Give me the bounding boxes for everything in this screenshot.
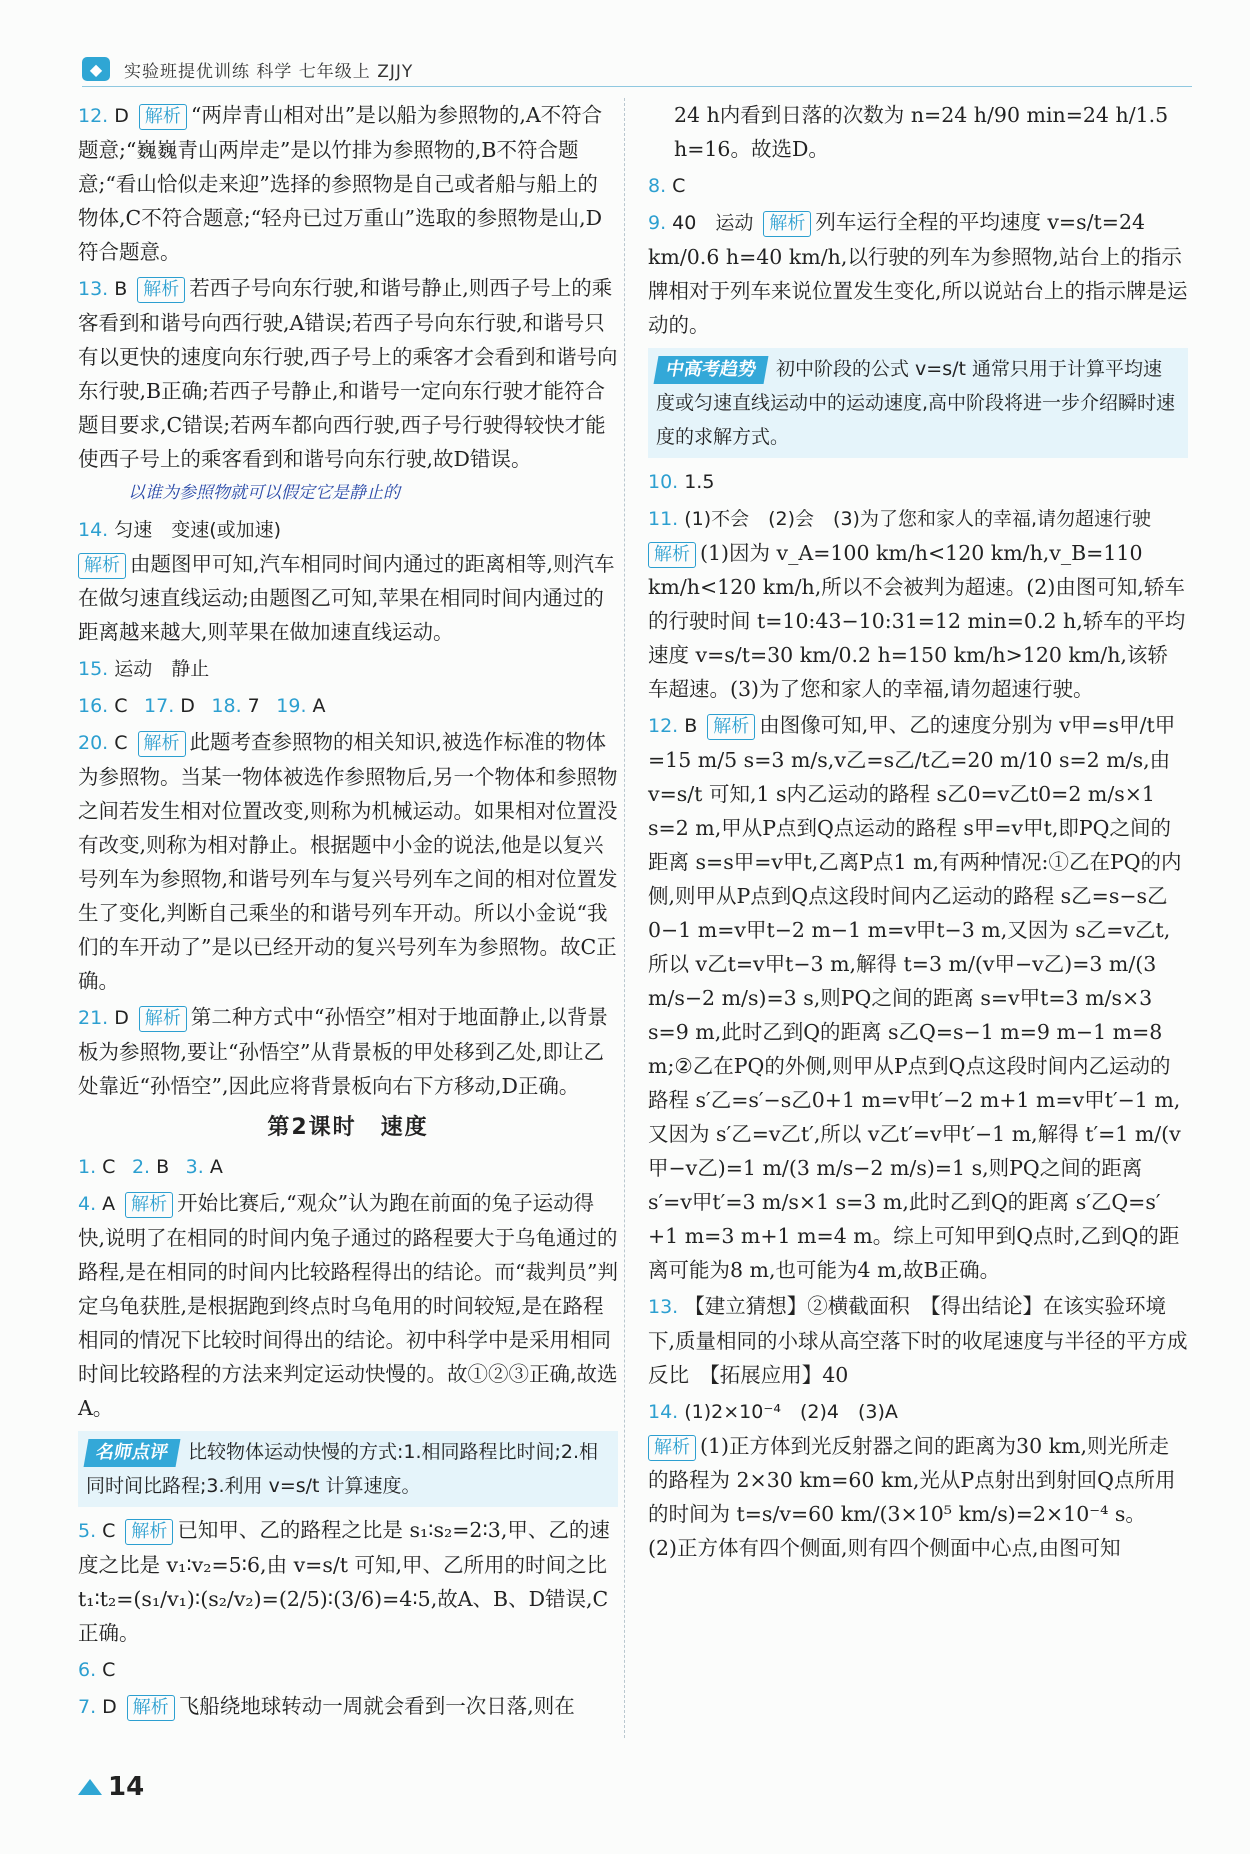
left-column: [78, 98, 618, 1726]
teacher-comment-label: 名师点评: [84, 1439, 181, 1467]
analysis-tag: 解析: [78, 553, 126, 579]
answer-item-6: 6. C: [78, 1659, 116, 1681]
analysis-tag: 解析: [648, 1435, 696, 1461]
column-divider: [624, 98, 625, 1738]
answer-item-13-right: 13. 【建立猜想】②横截面积 【得出结论】在该实验环境下,质量相同的小球从高空落下时的收尾速度与半径的平方成反比 【拓展应用】40: [648, 1294, 1188, 1387]
analysis-tag: 解析: [139, 1006, 187, 1032]
answer-item-14-right: 14. (1)2×10⁻⁴ (2)4 (3)A 解析 (1)正方体到光反射器之间的距离为30 km,则光所走的路程为 2×30 km=60 km,光从P点射出到射回Q点所用的时间为 t=s/v=60 km/(3×10⁵ km/s)=2×10⁻⁴ s。 (2)正方体有四个侧面,则有四个侧面中心点,由图可知: [648, 1401, 1176, 1560]
page-header: [82, 52, 1192, 87]
section-title: 第2课时 速度: [267, 1115, 429, 1140]
right-column: [648, 98, 1188, 1567]
header-title: 实验班提优训练 科学 七年级上 ZJJY: [124, 61, 414, 82]
answer-item-21: 21. D 解析 第二种方式中“孙悟空”相对于地面静止,以背景板为参照物,要让“孙悟空”从背景板的甲处移到乙处,即让乙处靠近“孙悟空”,因此应将背景板向右下方移动,D正确。: [78, 1005, 608, 1098]
answer-item-13: 13. B 解析 若西子号向东行驶,和谐号静止,则西子号上的乘客看到和谐号向西行驶,A错误;若西子号向东行驶,和谐号只有以更快的速度向东行驶,西子号上的乘客才会看到和谐号向东行驶,B正确;若西子号静止,和谐号一定向东行驶才能符合题目要求,C错误;若两车都向西行驶,西子号行驶得较快才能使西子号上的乘客看到和谐号向东行驶,故D错误。 以谁为参照物就可以假定它是静止的: [78, 271, 618, 510]
analysis-tag: 解析: [125, 1192, 173, 1218]
page-arrow-icon: [78, 1779, 102, 1795]
answer-item-12: 12. D 解析 “两岸青山相对出”是以船为参照物的,A不符合题意;“巍巍青山两岸走”是以竹排为参照物的,B不符合题意;“看山恰似走来迎”选择的参照物是自己或者船与船上的物体,C不符合题意;“轻舟已过万重山”选取的参照物是山,D符合题意。: [78, 103, 603, 264]
analysis-tag: 解析: [763, 211, 811, 237]
answer-item-7: 7. D 解析 飞船绕地球转动一周就会看到一次日落,则在: [78, 1689, 618, 1724]
answer-item-12-right: 12. B 解析 由图像可知,甲、乙的速度分别为 v甲=s甲/t甲=15 m/5 s=3 m/s,v乙=s乙/t乙=20 m/10 s=2 m/s,由 v=s/t 可知,1 s内乙运动的路程 s乙0=v乙t0=2 m/s×1 s=2 m,甲从P点到Q点运动的路程 s甲=v甲t,即PQ之间的距离 s=s甲=v甲t,乙离P点1 m,有两种情况:①乙在PQ的内侧,则甲从P点到Q点这段时间内乙运动的路程 s乙=s−s乙0−1 m=v甲t−2 m−1 m=v甲t−3 m,又因为 s乙=v乙t,所以 v乙t=v甲t−3 m,解得 t=3 m/(v甲−v乙)=3 m/(3 m/s−2 m/s)=3 s,则PQ之间的距离 s=v甲t=3 m/s×3 s=9 m,此时乙到Q的距离 s乙Q=s−1 m=9 m−1 m=8 m;②乙在PQ的外侧,则甲从P点到Q点这段时间内乙运动的路程 s′乙=s′−s乙0+1 m=v甲t′−2 m+1 m=v甲t′−1 m,又因为 s′乙=v乙t′,所以 v乙t′=v甲t′−1 m,解得 t′=1 m/(v甲−v乙)=1 m/(3 m/s−2 m/s)=1 s,则PQ之间的距离 s′=v甲t′=3 m/s×1 s=3 m,此时乙到Q的距离 s′乙Q=s′+1 m=3 m+1 m=4 m。综上可知甲到Q点时,乙到Q的距离可能为8 m,也可能为4 m,故B正确。: [648, 713, 1182, 1282]
exam-trend-note: 中高考趋势 初中阶段的公式 v=s/t 通常只用于计算平均速度或匀速直线运动中的运动速度,高中阶段将进一步介绍瞬时速度的求解方式。: [648, 348, 1188, 458]
analysis-tag: 解析: [137, 277, 185, 303]
answer-item-8: 8. C: [648, 175, 686, 197]
analysis-tag: 解析: [127, 1695, 175, 1721]
answer-item-9: 9. 40 运动 解析 列车运行全程的平均速度 v=s/t=24 km/0.6 h=40 km/h,以行驶的列车为参照物,站台上的指示牌相对于列车来说位置发生变化,所以说站台上的指示牌是运动的。: [648, 210, 1188, 337]
answer-item-4: 4. A 解析 开始比赛后,“观众”认为跑在前面的兔子运动得快,说明了在相同的时间内兔子通过的路程要大于乌龟通过的路程,是在相同的时间内比较路程得出的结论。而“裁判员”判定乌龟获胜,是根据跑到终点时乌龟用的时间较短,是在路程相同的情况下比较时间得出的结论。初中科学中是采用相同时间比较路程的方法来判定运动快慢的。故①②③正确,故选A。: [78, 1191, 618, 1420]
analysis-tag: 解析: [139, 104, 187, 130]
answer-item-5: 5. C 解析 已知甲、乙的路程之比是 s₁∶s₂=2∶3,甲、乙的速度之比是 v₁∶v₂=5∶6,由 v=s/t 可知,甲、乙所用的时间之比 t₁∶t₂=(s₁/v₁)∶(s₂/v₂)=(2/5)∶(3/6)=4∶5,故A、B、D错误,C正确。: [78, 1518, 610, 1645]
book-logo-icon: ◆: [82, 57, 110, 81]
handwritten-note: 以谁为参照物就可以假定它是静止的: [128, 483, 400, 503]
analysis-tag: 解析: [125, 1519, 173, 1545]
answer-item-11: 11. (1)不会 (2)会 (3)为了您和家人的幸福,请勿超速行驶解析 (1)因为 v_A=100 km/h<120 km/h,v_B=110 km/h<120 km/h,所以不会被判为超速。(2)由图可知,轿车的行驶时间 t=10:43−10:31=12 min=0.2 h,轿车的平均速度 v=s/t=30 km/0.2 h=150 km/h>120 km/h,该轿车超速。(3)为了您和家人的幸福,请勿超速行驶。: [648, 508, 1186, 701]
answer-item-7-continued: 24 h内看到日落的次数为 n=24 h/90 min=24 h/1.5 h=16。故选D。: [674, 103, 1169, 161]
answer-item-10: 10. 1.5: [648, 471, 715, 493]
analysis-tag: 解析: [648, 542, 696, 568]
answer-items-16-19: 16. C 17. D 18. 7 19. A: [78, 695, 326, 717]
analysis-tag: 解析: [138, 731, 186, 757]
answer-items-1-3: 1. C 2. B 3. A: [78, 1156, 223, 1178]
analysis-tag: 解析: [707, 714, 755, 740]
answer-item-15: 15. 运动 静止: [78, 658, 210, 680]
page-number: 14: [78, 1772, 144, 1802]
teacher-comment: 名师点评 比较物体运动快慢的方式:1.相同路程比时间;2.相同时间比路程;3.利用 v=s/t 计算速度。: [78, 1431, 618, 1507]
exam-trend-label: 中高考趋势: [654, 356, 769, 384]
answer-item-20: 20. C 解析 此题考查参照物的相关知识,被选作标准的物体为参照物。当某一物体被选作参照物后,另一个物体和参照物之间若发生相对位置改变,则称为机械运动。如果相对位置没有改变,则称为相对静止。根据题中小金的说法,他是以复兴号列车为参照物,和谐号列车与复兴号列车之间的相对位置发生了变化,判断自己乘坐的和谐号列车开动。所以小金说“我们的车开动了”是以已经开动的复兴号列车为参照物。故C正确。: [78, 730, 618, 993]
answer-item-14: 14. 匀速 变速(或加速) 解析 由题图甲可知,汽车相同时间内通过的距离相等,则汽车在做匀速直线运动;由题图乙可知,苹果在相同时间内通过的距离越来越大,则苹果在做加速直线运动。: [78, 519, 615, 644]
